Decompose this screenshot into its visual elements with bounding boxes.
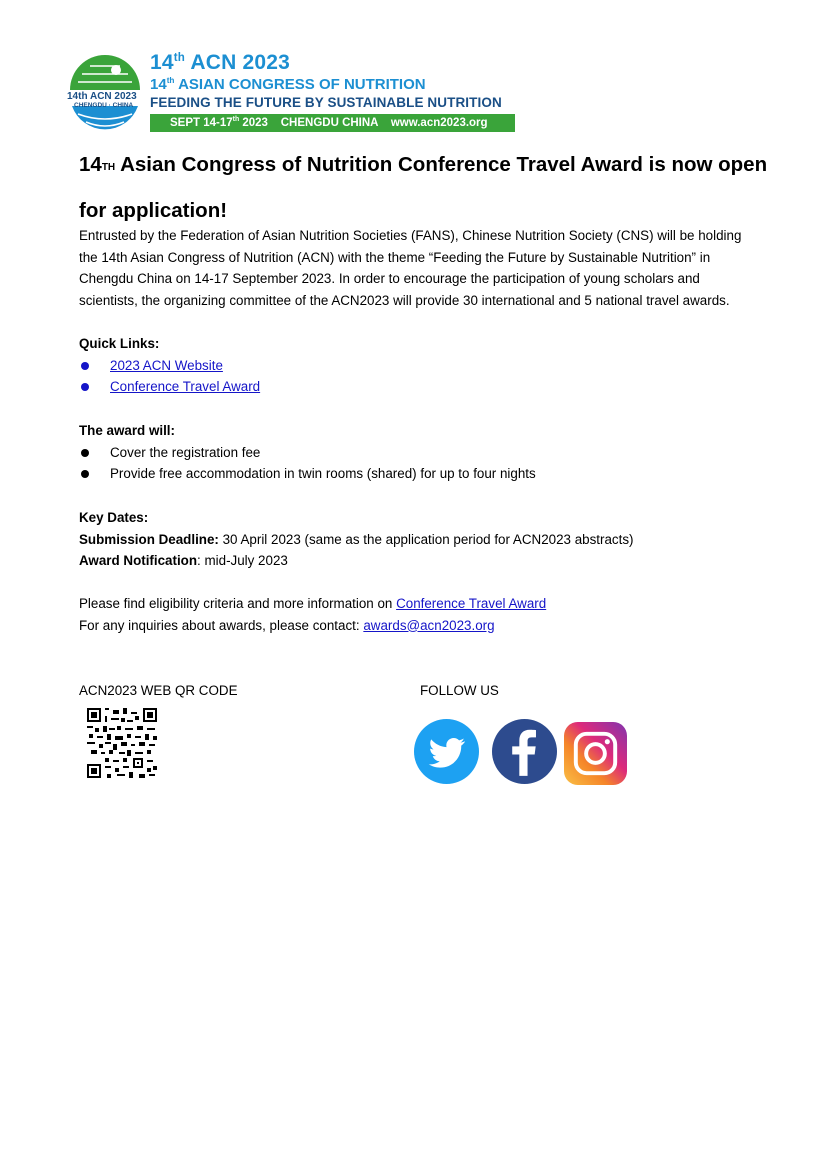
qr-code-label: ACN2023 WEB QR CODE [79, 683, 238, 698]
intro-paragraph: Entrusted by the Federation of Asian Nutrition Societies (FANS), Chinese Nutrition Society (CNS) will be holding the 14th Asian Congress of Nutrition (ACN) with the theme “Feeding the Future by Sustainable Nutrition” in Chengdu China on 14-17 September 2023. In order to encourage the participation of young scholars and scientists, the organizing committee of the ACN2023 will provide 30 international and 5 national travel awards. [79, 228, 742, 308]
acn-website-link[interactable]: 2023 ACN Website [110, 357, 223, 373]
key-dates-section [79, 507, 749, 572]
banner-theme: FEEDING THE FUTURE BY SUSTAINABLE NUTRITION [150, 95, 502, 110]
contact-line: For any inquiries about awards, please contact: awards@acn2023.org [79, 617, 495, 633]
facebook-icon[interactable] [492, 719, 557, 784]
quick-links-section [79, 333, 749, 398]
quick-links-heading: Quick Links: [79, 336, 160, 351]
awards-email-link[interactable]: awards@acn2023.org [363, 617, 495, 633]
twitter-icon[interactable] [414, 719, 479, 784]
instagram-icon[interactable] [564, 722, 627, 785]
award-item-text: Cover the registration fee [110, 444, 261, 460]
logo-mark-subtext: CHENGDU · CHINA [74, 102, 134, 109]
contact-info-section [79, 593, 749, 636]
page-title: 14TH Asian Congress of Nutrition Conference Travel Award is now open for application! [79, 153, 768, 222]
bullet-icon [81, 449, 89, 457]
award-item-text: Provide free accommodation in twin rooms (shared) for up to four nights [110, 466, 536, 482]
list-item [79, 355, 749, 377]
award-heading: The award will: [79, 423, 175, 438]
eligibility-line: Please find eligibility criteria and more information on Conference Travel Award [79, 596, 547, 611]
eligibility-link[interactable]: Conference Travel Award [396, 596, 547, 611]
list-item [79, 442, 749, 464]
list-item [79, 463, 749, 485]
conference-banner [64, 50, 524, 136]
logo-mark-text: 14th ACN 2023 [67, 91, 137, 102]
banner-date-strip: SEPT 14-17th 2023 CHENGDU CHINA www.acn2023.org [150, 114, 515, 132]
bullet-icon [81, 383, 89, 391]
banner-congress-name: 14th ASIAN CONGRESS OF NUTRITION [150, 76, 426, 93]
key-dates-heading: Key Dates: [79, 510, 149, 525]
acn-logo [64, 52, 146, 134]
banner-acn-heading: 14th ACN 2023 [150, 51, 290, 74]
award-notification: Award Notification: mid-July 2023 [79, 553, 288, 569]
award-section [79, 420, 749, 485]
travel-award-link[interactable]: Conference Travel Award [110, 379, 261, 395]
list-item [79, 376, 749, 398]
submission-deadline: Submission Deadline: 30 April 2023 (same as the application period for ACN2023 abstracts) [79, 531, 634, 547]
follow-us-label: FOLLOW US [420, 683, 499, 698]
bullet-icon [81, 470, 89, 478]
bullet-icon [81, 362, 89, 370]
qr-code-icon [87, 708, 157, 778]
